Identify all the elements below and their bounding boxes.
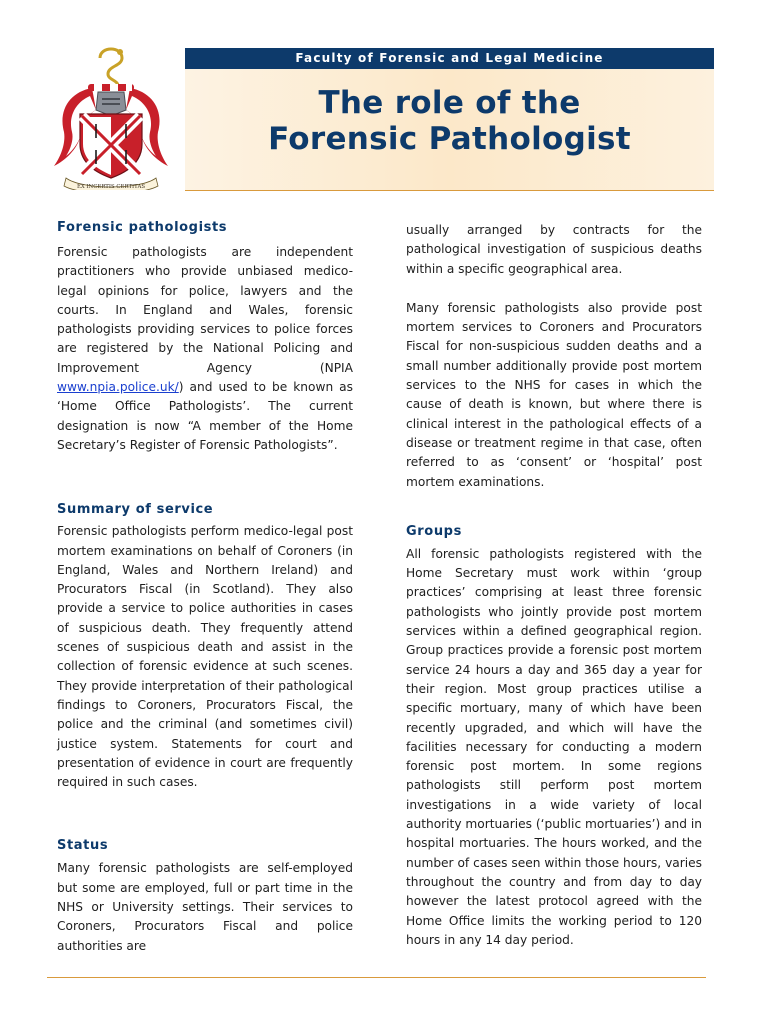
faculty-crest-logo xyxy=(52,40,170,190)
heading-status: Status xyxy=(57,838,109,854)
page-title-line-1: The role of the xyxy=(318,85,581,121)
heading-groups: Groups xyxy=(406,523,462,539)
left-column xyxy=(57,218,353,956)
npia-link[interactable]: www.npia.police.uk/ xyxy=(57,380,179,395)
footer-divider xyxy=(47,977,706,978)
heading-summary-of-service: Summary of service xyxy=(57,502,214,518)
title-block xyxy=(185,69,714,191)
paragraph-forensic-pathologists xyxy=(57,243,353,455)
header-banner xyxy=(185,48,714,191)
paragraph-status: Many forensic pathologists are self-employed but some are employed, full or part time in the NHS or University settings. Their services to Coroners, Procurators Fiscal and police authorities are xyxy=(57,861,353,953)
paragraph-summary-of-service: Forensic pathologists perform medico-legal post mortem examinations on behalf of Coroners (in England, Wales and Northern Ireland) and Procurators Fiscal (in Scotland). They also provide a service to police authorities in cases of suspicious death. They frequently attend scenes of suspicious death and assist in the collection of forensic evidence at such scenes. They provide interpretation of their pathological findings to Coroners, Procurators Fiscal, the police and the criminal (and sometimes civil) justice system. Statements for court and presentation of evidence in court are frequently required in such cases. xyxy=(57,524,353,790)
paragraph-text-a: Forensic pathologists are independent practitioners who provide unbiased medico-legal opinions for police, lawyers and the courts. In England and Wales, forensic pathologists providing services to police forces are registered by the National Policing and Improvement Agency (NPIA xyxy=(57,245,353,375)
paragraph-post-mortem-services: Many forensic pathologists also provide post mortem services to Coroners and Procurators Fiscal for non-suspicious sudden deaths and a small number additionally provide post mortem services to the NHS for cases in which the cause of death is known, but where there is clinical interest in the pathological effects of a disease or treatment regime in that case, often referred to as ‘consent’ or ‘hospital’ post mortem examinations. xyxy=(406,300,702,489)
page-title-line-2: Forensic Pathologist xyxy=(268,121,631,157)
right-column xyxy=(406,221,702,950)
paragraph-text-b: ) and used to be known as ‘Home Office Pathologists’. The current designation is now “A member of the Home Secretary’s Register of Forensic Pathologists”. xyxy=(57,380,353,452)
paragraph-contracts: usually arranged by contracts for the pathological investigation of suspicious deaths within a specific geographical area. xyxy=(406,223,702,276)
heading-forensic-pathologists: Forensic pathologists xyxy=(57,220,228,235)
svg-text:EX INCERTIS CERTITAS: EX INCERTIS CERTITAS xyxy=(76,184,146,190)
paragraph-groups: All forensic pathologists registered with the Home Secretary must work within ‘group practices’ comprising at least three forensic pathologists who jointly provide post mortem services within a defined geographical region. Group practices provide a forensic post mortem service 24 hours a day and 365 day a year for their region. Most group practices utilise a specific mortuary, many of which have been recently upgraded, and which will have the facilities necessary for conducting a modern forensic post mortem. In some regions pathologists still perform post mortem investigations in a wide variety of local authority mortuaries (‘public mortuaries’) and in hospital mortuaries. The hours worked, and the number of cases seen within those hours, varies throughout the country and from day to day however the latest protocol agreed with the Home Office limits the working period to 120 hours in any 14 day period. xyxy=(406,546,702,947)
faculty-name: Faculty of Forensic and Legal Medicine xyxy=(185,48,714,69)
